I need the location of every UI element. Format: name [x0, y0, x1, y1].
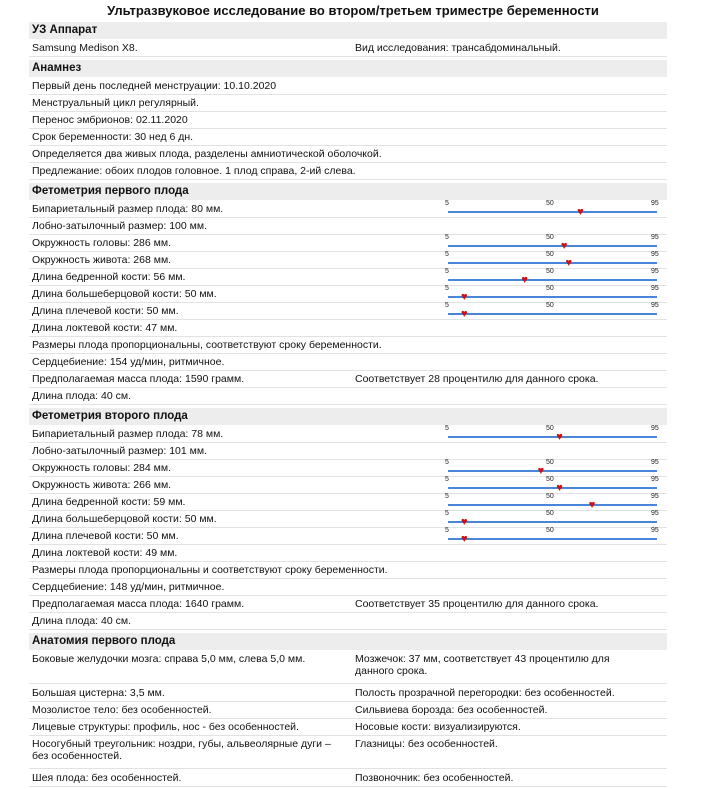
scale-tick-label: 50: [546, 493, 554, 500]
percentile-scale: [445, 460, 660, 477]
report-row: [29, 337, 667, 354]
scale-tick-label: 50: [546, 268, 554, 275]
row-label: Сердцебиение: 154 уд/мин, ритмичное.: [32, 356, 225, 368]
report-row: [29, 545, 667, 562]
report-row: [29, 685, 667, 702]
report-row: [29, 770, 667, 787]
report-row: [29, 201, 667, 218]
report-row: [29, 651, 667, 684]
scale-line: [448, 279, 657, 281]
scale-tick-label: 5: [445, 527, 449, 534]
row-value-right: Вид исследования: трансабдоминальный.: [355, 42, 561, 54]
scale-tick-label: 95: [651, 476, 659, 483]
row-label: Носогубный треугольник: ноздри, губы, альвеолярные дуги – без особенностей.: [32, 738, 331, 762]
report-row: [29, 129, 667, 146]
scale-line: [448, 504, 657, 506]
scale-tick-label: 5: [445, 251, 449, 258]
row-label: Окружность головы: 284 мм.: [32, 462, 172, 474]
report-row: [29, 163, 667, 180]
scale-tick-label: 50: [546, 285, 554, 292]
row-label: Лицевые структуры: профиль, нос - без особенностей.: [32, 721, 299, 733]
heart-icon: ♥: [460, 308, 468, 320]
scale-tick-label: 50: [546, 459, 554, 466]
report-row: [29, 303, 667, 320]
scale-line: [448, 538, 657, 540]
row-label: Большая цистерна: 3,5 мм.: [32, 687, 165, 699]
scale-tick-label: 50: [546, 425, 554, 432]
row-value-right: Глазницы: без особенностей.: [355, 738, 498, 750]
report-row: [29, 95, 667, 112]
row-label: Менструальный цикл регулярный.: [32, 97, 199, 109]
row-label: Предполагаемая масса плода: 1590 грамм.: [32, 373, 245, 385]
scale-line: [448, 313, 657, 315]
row-label: Определяется два живых плода, разделены амниотической оболочкой.: [32, 148, 382, 160]
scale-tick-label: 5: [445, 234, 449, 241]
heart-icon: ♥: [556, 482, 563, 494]
report-row: [29, 40, 667, 57]
report-row: [29, 78, 667, 95]
row-label: Samsung Medison X8.: [32, 42, 138, 54]
scale-tick-label: 95: [651, 200, 659, 207]
row-label: Длина большеберцовой кости: 50 мм.: [32, 288, 217, 300]
scale-tick-label: 50: [546, 200, 554, 207]
row-label: Размеры плода пропорциональны и соответствуют сроку беременности.: [32, 564, 388, 576]
scale-tick-label: 5: [445, 459, 449, 466]
scale-tick-label: 95: [651, 510, 659, 517]
scale-tick-label: 95: [651, 234, 659, 241]
report-row: [29, 320, 667, 337]
report-row: [29, 702, 667, 719]
scale-tick-label: 50: [546, 234, 554, 241]
row-value-right: Соответствует 28 процентилю для данного срока.: [355, 373, 599, 385]
row-label: Длина бедренной кости: 56 мм.: [32, 271, 186, 283]
scale-line: [448, 245, 657, 247]
row-label: Длина плечевой кости: 50 мм.: [32, 305, 179, 317]
scale-tick-label: 95: [651, 302, 659, 309]
report-row: [29, 443, 667, 460]
percentile-scale: [445, 303, 660, 320]
report-row: [29, 235, 667, 252]
percentile-scale: [445, 528, 660, 545]
scale-line: [448, 487, 657, 489]
row-label: Окружность головы: 286 мм.: [32, 237, 172, 249]
report-row: [29, 286, 667, 303]
row-label: Мозолистое тело: без особенностей.: [32, 704, 212, 716]
heart-icon: ♥: [521, 274, 528, 286]
report-row: [29, 426, 667, 443]
report-row: [29, 371, 667, 388]
report-row: [29, 528, 667, 545]
heart-icon: ♥: [460, 533, 468, 545]
scale-tick-label: 5: [445, 510, 449, 517]
row-label: Длина локтевой кости: 49 мм.: [32, 547, 178, 559]
row-label: Бипариетальный размер плода: 80 мм.: [32, 203, 224, 215]
scale-tick-label: 5: [445, 302, 449, 309]
report-row: [29, 596, 667, 613]
scale-tick-label: 95: [651, 268, 659, 275]
heart-icon: ♥: [537, 465, 545, 477]
scale-tick-label: 5: [445, 493, 449, 500]
heart-icon: ♥: [577, 206, 584, 218]
section-heading: Фетометрия первого плода: [29, 183, 667, 200]
percentile-scale: [445, 269, 660, 286]
scale-tick-label: 5: [445, 476, 449, 483]
row-value-right: Соответствует 35 процентилю для данного срока.: [355, 598, 599, 610]
row-label: Окружность живота: 266 мм.: [32, 479, 172, 491]
report-row: [29, 269, 667, 286]
section-heading: УЗ Аппарат: [29, 22, 667, 39]
report-row: [29, 218, 667, 235]
report-row: [29, 388, 667, 405]
scale-tick-label: 95: [651, 425, 659, 432]
report-row: [29, 354, 667, 371]
row-label: Окружность живота: 268 мм.: [32, 254, 172, 266]
heart-icon: ♥: [588, 499, 596, 511]
scale-tick-label: 95: [651, 527, 659, 534]
row-label: Предлежание: обоих плодов головное. 1 плод справа, 2-ий слева.: [32, 165, 356, 177]
report-row: [29, 719, 667, 736]
scale-tick-label: 5: [445, 200, 449, 207]
row-label: Перенос эмбрионов: 02.11.2020: [32, 114, 188, 126]
row-label: Длина бедренной кости: 59 мм.: [32, 496, 186, 508]
scale-tick-label: 95: [651, 285, 659, 292]
scale-tick-label: 50: [546, 251, 554, 258]
scale-tick-label: 5: [445, 425, 449, 432]
scale-tick-label: 5: [445, 285, 449, 292]
heart-icon: ♥: [460, 516, 468, 528]
scale-tick-label: 50: [546, 476, 554, 483]
scale-tick-label: 50: [546, 527, 554, 534]
percentile-scale: [445, 511, 660, 528]
report-row: [29, 736, 667, 769]
row-label: Бипариетальный размер плода: 78 мм.: [32, 428, 224, 440]
report-row: [29, 562, 667, 579]
row-label: Срок беременности: 30 нед 6 дн.: [32, 131, 194, 143]
row-value-right: Мозжечок: 37 мм, соответствует 43 процентилю для данного срока.: [355, 653, 610, 677]
percentile-scale: [445, 252, 660, 269]
percentile-scale: [445, 477, 660, 494]
heart-icon: ♥: [560, 240, 568, 252]
report-row: [29, 460, 667, 477]
percentile-scale: [445, 494, 660, 511]
section-heading: Анамнез: [29, 60, 667, 77]
report-row: [29, 146, 667, 163]
scale-tick-label: 95: [651, 251, 659, 258]
scale-line: [448, 436, 657, 438]
row-label: Лобно-затылочный размер: 101 мм.: [32, 445, 208, 457]
row-label: Боковые желудочки мозга: справа 5,0 мм, слева 5,0 мм.: [32, 653, 306, 665]
percentile-scale: [445, 235, 660, 252]
row-value-right: Позвоночник: без особенностей.: [355, 772, 514, 784]
scale-tick-label: 95: [651, 493, 659, 500]
row-value-right: Носовые кости: визуализируются.: [355, 721, 521, 733]
report-row: [29, 511, 667, 528]
row-label: Лобно-затылочный размер: 100 мм.: [32, 220, 208, 232]
row-label: Шея плода: без особенностей.: [32, 772, 182, 784]
scale-line: [448, 262, 657, 264]
percentile-scale: [445, 286, 660, 303]
row-label: Длина локтевой кости: 47 мм.: [32, 322, 178, 334]
report-title: Ультразвуковое исследование во втором/третьем триместре беременности: [107, 3, 599, 18]
row-label: Первый день последней менструации: 10.10.2020: [32, 80, 277, 92]
row-label: Предполагаемая масса плода: 1640 грамм.: [32, 598, 245, 610]
scale-tick-label: 5: [445, 268, 449, 275]
percentile-scale: [445, 426, 660, 443]
report-row: [29, 579, 667, 596]
row-label: Сердцебиение: 148 уд/мин, ритмичное.: [32, 581, 225, 593]
scale-line: [448, 211, 657, 213]
heart-icon: ♥: [460, 291, 468, 303]
scale-line: [448, 296, 657, 298]
row-label: Длина плечевой кости: 50 мм.: [32, 530, 179, 542]
report-row: [29, 477, 667, 494]
section-heading: Фетометрия второго плода: [29, 408, 667, 425]
heart-icon: ♥: [556, 431, 563, 443]
report-row: [29, 112, 667, 129]
row-label: Длина плода: 40 см.: [32, 390, 131, 402]
row-value-right: Полость прозрачной перегородки: без особенностей.: [355, 687, 615, 699]
report-row: [29, 494, 667, 511]
scale-tick-label: 95: [651, 459, 659, 466]
row-label: Длина большеберцовой кости: 50 мм.: [32, 513, 217, 525]
heart-icon: ♥: [565, 257, 573, 269]
percentile-scale: [445, 201, 660, 218]
report-row: [29, 252, 667, 269]
row-value-right: Сильвиева борозда: без особенностей.: [355, 704, 548, 716]
scale-line: [448, 470, 657, 472]
scale-tick-label: 50: [546, 302, 554, 309]
row-label: Размеры плода пропорциональны, соответствуют сроку беременности.: [32, 339, 382, 351]
scale-tick-label: 50: [546, 510, 554, 517]
report-row: [29, 613, 667, 630]
scale-line: [448, 521, 657, 523]
section-heading: Анатомия первого плода: [29, 633, 667, 650]
row-label: Длина плода: 40 см.: [32, 615, 131, 627]
